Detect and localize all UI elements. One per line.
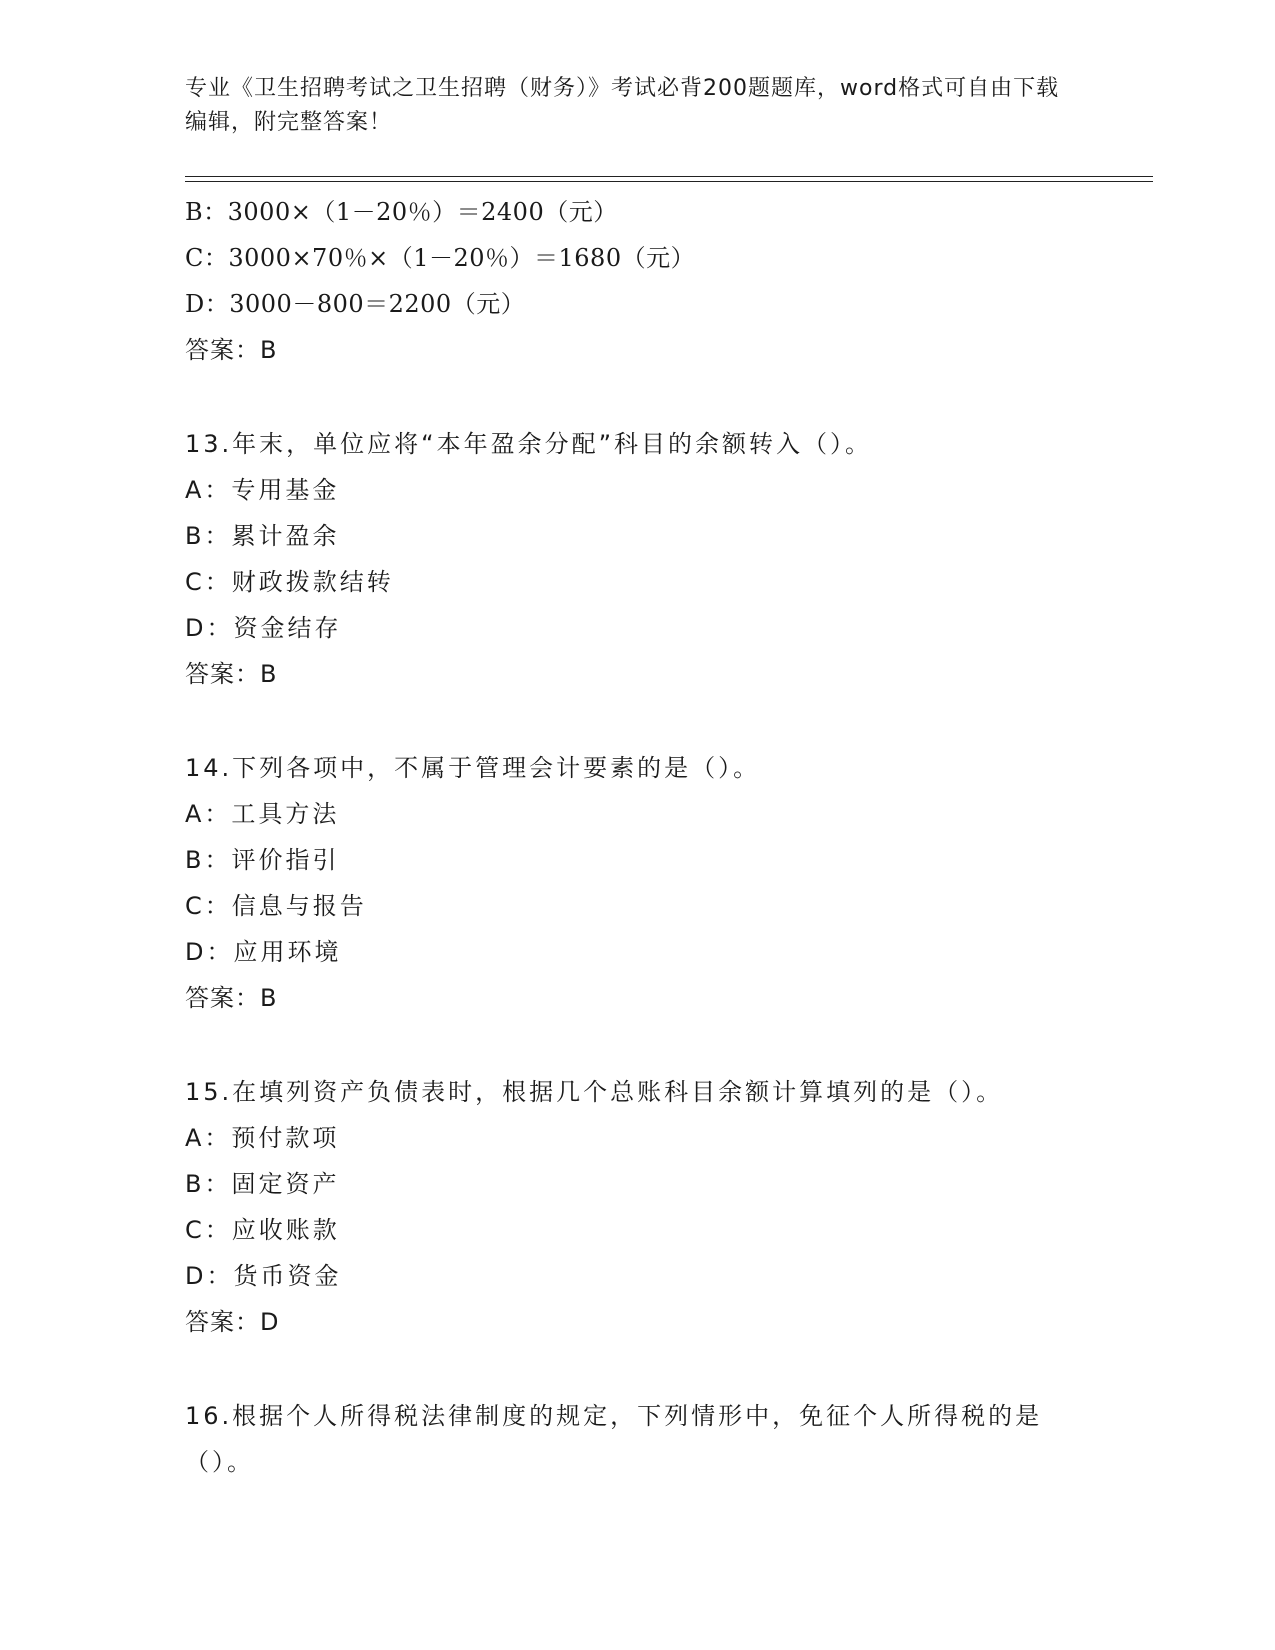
question-13 (185, 421, 1085, 697)
question-stem: 13.年末，单位应将“本年盈余分配”科目的余额转入（）。 (185, 430, 873, 458)
question-14 (185, 745, 1085, 1021)
option-c: C：信息与报告 (185, 892, 367, 920)
option-b: B：3000×（1－20％）＝2400（元） (185, 198, 618, 226)
option-d: D：3000－800＝2200（元） (185, 290, 526, 318)
option-b: B：固定资产 (185, 1170, 340, 1198)
answer: 答案：B (185, 984, 278, 1012)
document-header: 专业《卫生招聘考试之卫生招聘（财务）》考试必背200题题库，word格式可自由下载编辑，附完整答案！ (185, 76, 1060, 135)
option-a: A：预付款项 (185, 1124, 340, 1152)
question-stem: 16.根据个人所得税法律制度的规定，下列情形中，免征个人所得税的是（）。 (185, 1402, 1043, 1476)
option-a: A：工具方法 (185, 800, 340, 828)
option-c: C：应收账款 (185, 1216, 340, 1244)
question-stem: 15.在填列资产负债表时，根据几个总账科目余额计算填列的是（）。 (185, 1078, 1004, 1106)
header-divider-bottom (185, 181, 1153, 182)
answer: 答案：B (185, 336, 278, 364)
option-d: D：资金结存 (185, 614, 342, 642)
question-content (185, 189, 1085, 1485)
header-divider-top (185, 176, 1153, 177)
answer: 答案：B (185, 660, 278, 688)
question-16 (185, 1393, 1085, 1485)
option-d: D：应用环境 (185, 938, 342, 966)
option-b: B：累计盈余 (185, 522, 340, 550)
question-stem: 14.下列各项中，不属于管理会计要素的是（）。 (185, 754, 761, 782)
answer: 答案：D (185, 1308, 280, 1336)
option-d: D：货币资金 (185, 1262, 342, 1290)
question-15 (185, 1069, 1085, 1345)
option-b: B：评价指引 (185, 846, 340, 874)
option-c: C：3000×70％×（1－20％）＝1680（元） (185, 244, 696, 272)
option-c: C：财政拨款结转 (185, 568, 394, 596)
question-12-continued (185, 189, 1085, 373)
option-a: A：专用基金 (185, 476, 340, 504)
